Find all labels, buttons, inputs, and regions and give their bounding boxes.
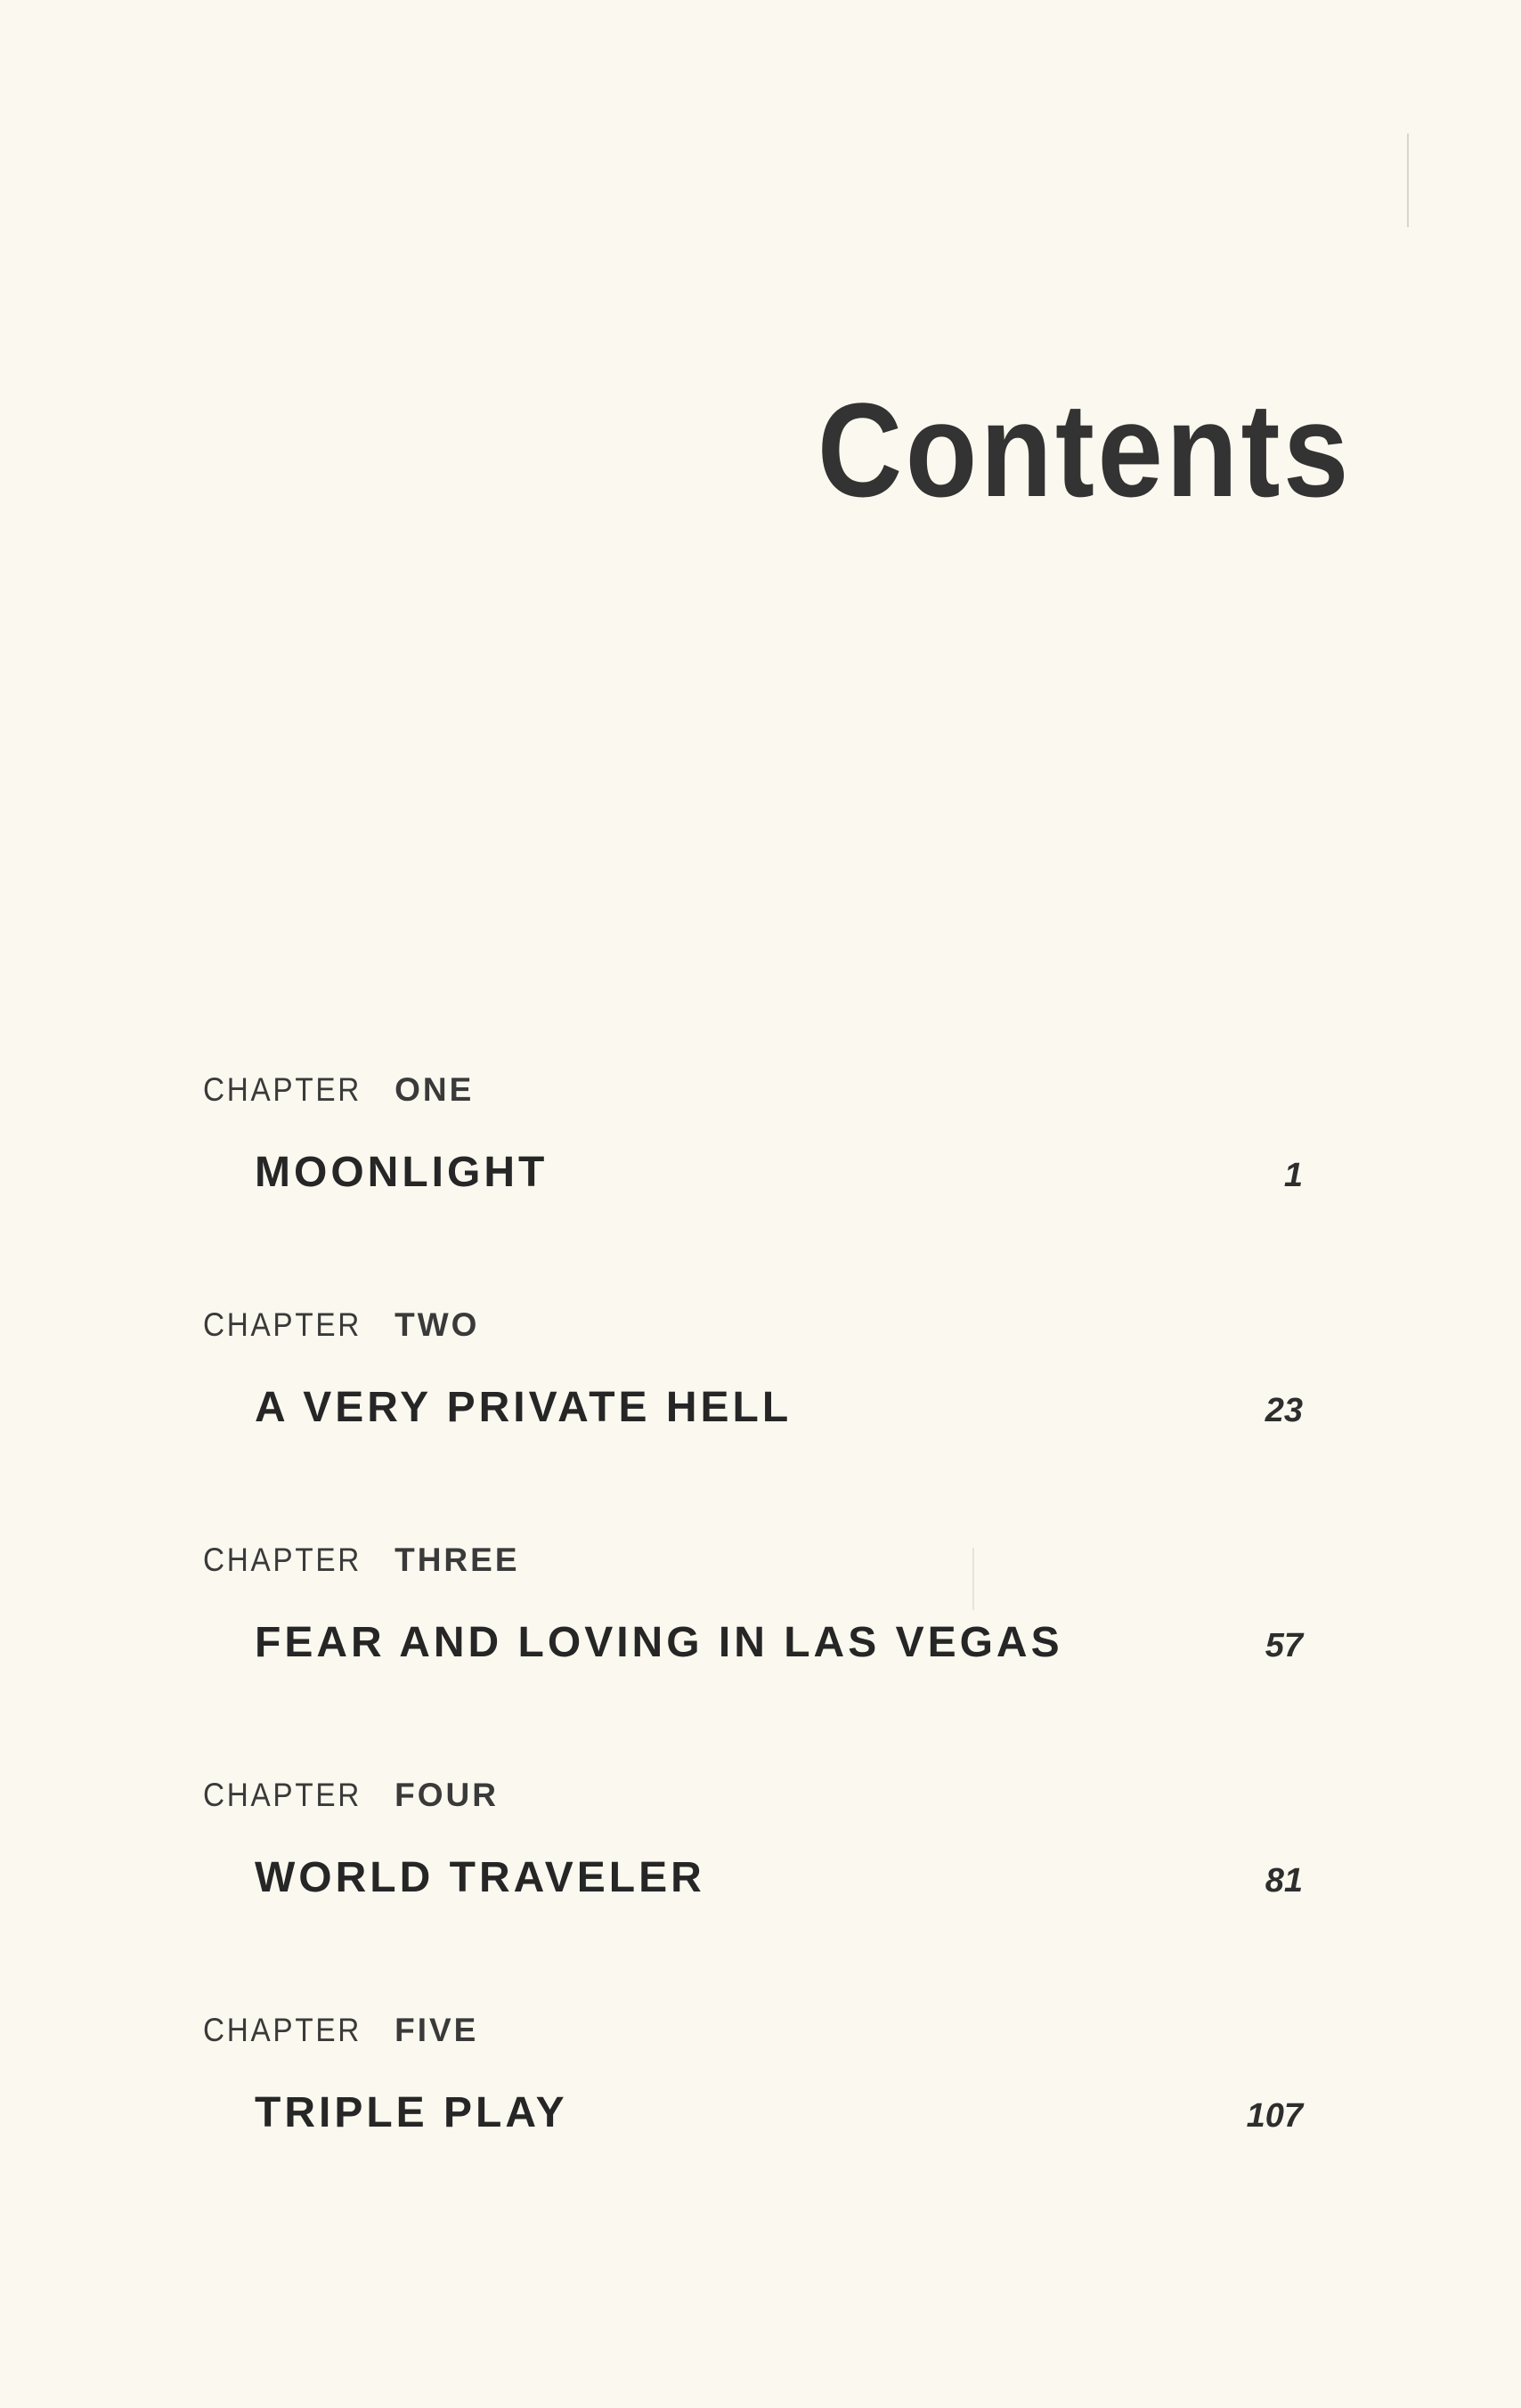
page-number: 107 xyxy=(1246,2097,1303,2135)
chapter-label xyxy=(203,1778,499,1811)
toc-entry xyxy=(203,1308,1303,1543)
page-number: 1 xyxy=(1283,1157,1303,1194)
toc-entry xyxy=(203,1073,1303,1308)
chapter-title: WORLD TRAVELER xyxy=(255,1854,705,1901)
chapter-number: THREE xyxy=(394,1542,520,1578)
chapter-label xyxy=(203,1308,479,1341)
page-number: 23 xyxy=(1265,1392,1303,1429)
chapter-number: ONE xyxy=(394,1071,475,1108)
chapter-prefix: CHAPTER xyxy=(203,1071,362,1108)
toc-entry xyxy=(203,1778,1303,2013)
page-edge-mark xyxy=(1407,134,1409,227)
chapter-label xyxy=(203,1073,474,1106)
chapter-prefix: CHAPTER xyxy=(203,2012,362,2048)
toc-entry xyxy=(203,2013,1303,2249)
chapter-prefix: CHAPTER xyxy=(203,1777,362,1813)
page-title: Contents xyxy=(817,375,1352,525)
chapter-number: FOUR xyxy=(394,1777,499,1813)
page-number: 57 xyxy=(1265,1627,1303,1664)
chapter-title: TRIPLE PLAY xyxy=(255,2089,568,2136)
chapter-title: A VERY PRIVATE HELL xyxy=(255,1384,793,1431)
table-of-contents xyxy=(203,1073,1303,2249)
chapter-prefix: CHAPTER xyxy=(203,1542,362,1578)
toc-entry xyxy=(203,1543,1303,1778)
chapter-label xyxy=(203,2013,478,2046)
chapter-number: FIVE xyxy=(394,2012,479,2048)
chapter-prefix: CHAPTER xyxy=(203,1306,362,1343)
chapter-title: FEAR AND LOVING IN LAS VEGAS xyxy=(255,1619,1063,1666)
chapter-title: MOONLIGHT xyxy=(255,1149,549,1196)
chapter-number: TWO xyxy=(394,1306,480,1343)
page-number: 81 xyxy=(1265,1862,1303,1900)
chapter-label xyxy=(203,1543,520,1576)
